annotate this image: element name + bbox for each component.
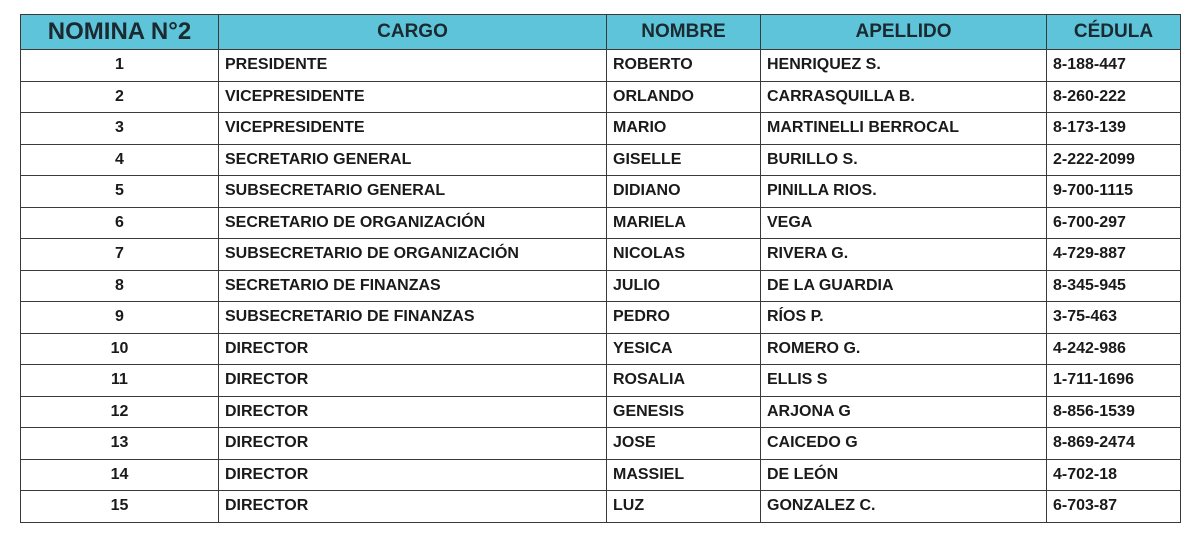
table-row (21, 239, 1181, 271)
cedula-cell: 4-702-18 (1047, 459, 1181, 491)
header-apellido: APELLIDO (761, 15, 1047, 50)
nombre-cell: ROBERTO (607, 50, 761, 82)
nombre-cell: GENESIS (607, 396, 761, 428)
apellido-cell: DE LEÓN (761, 459, 1047, 491)
apellido-cell: MARTINELLI BERROCAL (761, 113, 1047, 145)
row-number-cell: 2 (21, 81, 219, 113)
table-row (21, 270, 1181, 302)
table-row (21, 428, 1181, 460)
row-number-cell: 11 (21, 365, 219, 397)
table-row (21, 144, 1181, 176)
nombre-cell: YESICA (607, 333, 761, 365)
apellido-cell: GONZALEZ C. (761, 491, 1047, 523)
row-number-cell: 7 (21, 239, 219, 271)
row-number-cell: 13 (21, 428, 219, 460)
nombre-cell: MARIELA (607, 207, 761, 239)
cargo-cell: SUBSECRETARIO DE ORGANIZACIÓN (219, 239, 607, 271)
nombre-cell: LUZ (607, 491, 761, 523)
cedula-cell: 2-222-2099 (1047, 144, 1181, 176)
row-number-cell: 15 (21, 491, 219, 523)
nombre-cell: JULIO (607, 270, 761, 302)
nomina-table (20, 14, 1181, 523)
cargo-cell: SUBSECRETARIO GENERAL (219, 176, 607, 208)
cedula-cell: 8-173-139 (1047, 113, 1181, 145)
apellido-cell: DE LA GUARDIA (761, 270, 1047, 302)
apellido-cell: HENRIQUEZ S. (761, 50, 1047, 82)
nombre-cell: MARIO (607, 113, 761, 145)
table-row (21, 459, 1181, 491)
table-row (21, 50, 1181, 82)
nombre-cell: NICOLAS (607, 239, 761, 271)
nombre-cell: MASSIEL (607, 459, 761, 491)
table-row (21, 302, 1181, 334)
row-number-cell: 9 (21, 302, 219, 334)
nombre-cell: JOSE (607, 428, 761, 460)
table-row (21, 491, 1181, 523)
table-row (21, 207, 1181, 239)
cargo-cell: DIRECTOR (219, 428, 607, 460)
nombre-cell: PEDRO (607, 302, 761, 334)
row-number-cell: 8 (21, 270, 219, 302)
cargo-cell: DIRECTOR (219, 365, 607, 397)
cedula-cell: 4-242-986 (1047, 333, 1181, 365)
cargo-cell: PRESIDENTE (219, 50, 607, 82)
header-cargo: CARGO (219, 15, 607, 50)
table-row (21, 113, 1181, 145)
nombre-cell: DIDIANO (607, 176, 761, 208)
cedula-cell: 1-711-1696 (1047, 365, 1181, 397)
cedula-cell: 8-188-447 (1047, 50, 1181, 82)
cedula-cell: 9-700-1115 (1047, 176, 1181, 208)
table-row (21, 81, 1181, 113)
table-header-row (21, 15, 1181, 50)
apellido-cell: ARJONA G (761, 396, 1047, 428)
cargo-cell: VICEPRESIDENTE (219, 113, 607, 145)
nombre-cell: GISELLE (607, 144, 761, 176)
row-number-cell: 12 (21, 396, 219, 428)
table-row (21, 365, 1181, 397)
row-number-cell: 14 (21, 459, 219, 491)
cargo-cell: DIRECTOR (219, 396, 607, 428)
header-cedula: CÉDULA (1047, 15, 1181, 50)
table-row (21, 333, 1181, 365)
header-nombre: NOMBRE (607, 15, 761, 50)
cedula-cell: 6-703-87 (1047, 491, 1181, 523)
nomina-sheet (20, 14, 1180, 523)
cedula-cell: 6-700-297 (1047, 207, 1181, 239)
apellido-cell: RIVERA G. (761, 239, 1047, 271)
cargo-cell: DIRECTOR (219, 333, 607, 365)
apellido-cell: ELLIS S (761, 365, 1047, 397)
apellido-cell: CARRASQUILLA B. (761, 81, 1047, 113)
apellido-cell: BURILLO S. (761, 144, 1047, 176)
apellido-cell: PINILLA RIOS. (761, 176, 1047, 208)
apellido-cell: VEGA (761, 207, 1047, 239)
table-row (21, 176, 1181, 208)
header-nomina: NOMINA N°2 (21, 15, 219, 50)
cedula-cell: 4-729-887 (1047, 239, 1181, 271)
cedula-cell: 8-856-1539 (1047, 396, 1181, 428)
cargo-cell: SUBSECRETARIO DE FINANZAS (219, 302, 607, 334)
nombre-cell: ROSALIA (607, 365, 761, 397)
row-number-cell: 5 (21, 176, 219, 208)
nombre-cell: ORLANDO (607, 81, 761, 113)
cedula-cell: 8-869-2474 (1047, 428, 1181, 460)
cedula-cell: 3-75-463 (1047, 302, 1181, 334)
row-number-cell: 6 (21, 207, 219, 239)
cedula-cell: 8-260-222 (1047, 81, 1181, 113)
cargo-cell: DIRECTOR (219, 491, 607, 523)
row-number-cell: 1 (21, 50, 219, 82)
row-number-cell: 10 (21, 333, 219, 365)
cedula-cell: 8-345-945 (1047, 270, 1181, 302)
table-row (21, 396, 1181, 428)
cargo-cell: SECRETARIO DE FINANZAS (219, 270, 607, 302)
cargo-cell: DIRECTOR (219, 459, 607, 491)
cargo-cell: VICEPRESIDENTE (219, 81, 607, 113)
cargo-cell: SECRETARIO DE ORGANIZACIÓN (219, 207, 607, 239)
row-number-cell: 3 (21, 113, 219, 145)
row-number-cell: 4 (21, 144, 219, 176)
apellido-cell: RÍOS P. (761, 302, 1047, 334)
apellido-cell: CAICEDO G (761, 428, 1047, 460)
cargo-cell: SECRETARIO GENERAL (219, 144, 607, 176)
apellido-cell: ROMERO G. (761, 333, 1047, 365)
